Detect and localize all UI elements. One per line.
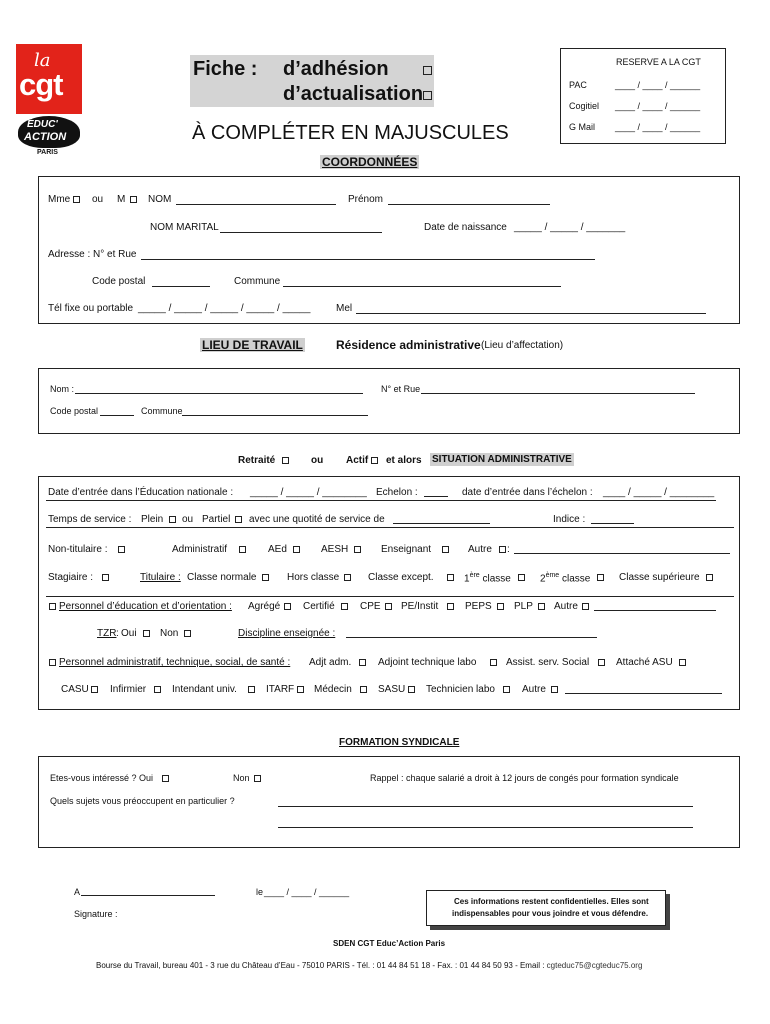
- admin-adjoint-labo: Adjoint technique labo: [378, 657, 477, 668]
- lieu-nom-label: Nom :: [50, 384, 75, 394]
- actualisation-checkbox[interactable]: [423, 91, 432, 100]
- mel-label: Mel: [336, 303, 353, 314]
- date-naissance-field[interactable]: _____ / _____ / _______: [514, 222, 626, 233]
- logo-educ-line1: ÉDUC': [27, 119, 58, 130]
- admin-adjt-adm-checkbox[interactable]: [359, 659, 366, 666]
- discipline-label: Discipline enseignée :: [238, 628, 336, 639]
- logo-cgt-text: cgt: [19, 67, 63, 102]
- admin-casu: CASU: [61, 684, 89, 695]
- non-tit-autre-label: Autre: [468, 544, 492, 555]
- classe-except-label: Classe except.: [368, 572, 434, 583]
- admin-autre-label: Autre: [522, 684, 546, 695]
- admin-itarf-checkbox[interactable]: [297, 686, 304, 693]
- hors-classe-label: Hors classe: [287, 572, 340, 583]
- non-tit-administratif-checkbox[interactable]: [239, 546, 246, 553]
- formation-oui-checkbox[interactable]: [162, 775, 169, 782]
- footer-org: SDEN CGT Educ’Action Paris: [333, 939, 446, 948]
- actif-checkbox[interactable]: [371, 457, 378, 464]
- date-echelon-label: date d’entrée dans l’échelon :: [462, 487, 593, 498]
- row1-divider: [46, 500, 716, 501]
- admin-attache-asu: Attaché ASU: [616, 657, 673, 668]
- echelon-field[interactable]: [424, 487, 448, 497]
- admin-infirmier: Infirmier: [110, 684, 147, 695]
- lieu-code-postal-field[interactable]: [100, 406, 134, 416]
- row2-divider: [46, 527, 734, 528]
- admin-sasu-checkbox[interactable]: [408, 686, 415, 693]
- reserve-row-pac-label: PAC: [569, 80, 587, 90]
- admin-adjoint-labo-checkbox[interactable]: [490, 659, 497, 666]
- classe-except-checkbox[interactable]: [447, 574, 454, 581]
- et-alors-label: et alors: [386, 455, 422, 466]
- confidential-line1: Ces informations restent confidentielles. Elles sont: [454, 897, 649, 906]
- echelon-label: Echelon :: [376, 487, 418, 498]
- stagiaire-checkbox[interactable]: [102, 574, 109, 581]
- adresse-field[interactable]: [141, 250, 595, 260]
- admin-assist-social: Assist. serv. Social: [506, 657, 590, 668]
- signature-date-field[interactable]: ____ / ____ / ______: [264, 887, 350, 897]
- non-tit-aesh: AESH: [321, 544, 349, 555]
- non-tit-aed-checkbox[interactable]: [293, 546, 300, 553]
- edu-agrege: Agrégé: [248, 601, 281, 612]
- non-titulaire-checkbox[interactable]: [118, 546, 125, 553]
- non-titulaire-label: Non-titulaire :: [48, 544, 108, 555]
- residence-label: Résidence administrative: [336, 338, 481, 352]
- tel-field[interactable]: _____ / _____ / _____ / _____ / _____: [138, 303, 311, 314]
- tzr-non-label: Non: [160, 628, 179, 639]
- admin-medecin-checkbox[interactable]: [360, 686, 367, 693]
- m-checkbox[interactable]: [130, 196, 137, 203]
- edu-pe-instit-checkbox[interactable]: [447, 603, 454, 610]
- deuxieme-number: 2: [540, 573, 546, 585]
- fiche-label: Fiche :: [193, 58, 258, 80]
- option-adhesion: d’adhésion: [283, 58, 389, 80]
- ou-label: ou: [92, 194, 104, 205]
- edu-autre-field[interactable]: [594, 601, 716, 611]
- non-tit-administratif: Administratif: [172, 544, 228, 555]
- edu-peps-checkbox[interactable]: [497, 603, 504, 610]
- formation-interesse-label: Etes-vous intéressé ? Oui: [50, 773, 154, 783]
- prenom-field[interactable]: [388, 195, 550, 205]
- logo-educ-line2: ACTION: [24, 131, 67, 143]
- admin-assist-social-checkbox[interactable]: [598, 659, 605, 666]
- footer-email-link[interactable]: cgteduc75@cgteduc75.org: [546, 961, 643, 970]
- stagiaire-label: Stagiaire :: [48, 572, 94, 583]
- adresse-label: Adresse : N° et Rue: [48, 249, 137, 260]
- admin-autre-checkbox[interactable]: [551, 686, 558, 693]
- formation-sujets-field-2[interactable]: [278, 818, 693, 828]
- coordonnees-title: COORDONNÉES: [322, 155, 418, 169]
- deuxieme-classe-label: [540, 572, 590, 584]
- admin-technicien-labo-checkbox[interactable]: [503, 686, 510, 693]
- signature-place-field[interactable]: [81, 886, 215, 896]
- nom-marital-field[interactable]: [220, 223, 382, 233]
- hors-classe-checkbox[interactable]: [344, 574, 351, 581]
- reserve-row-gmail-value: ____ / ____ / ______: [615, 122, 701, 132]
- plein-label: Plein: [141, 514, 164, 525]
- ou-retraite-actif: ou: [311, 455, 324, 466]
- logo-paris-text: PARIS: [37, 149, 58, 156]
- non-tit-autre-field[interactable]: [514, 544, 730, 554]
- lieu-rue-field[interactable]: [421, 384, 695, 394]
- tzr-oui-label: Oui: [121, 628, 137, 639]
- edu-peps: PEPS: [465, 601, 492, 612]
- quotite-label: avec une quotité de service de: [249, 514, 385, 525]
- admin-intendant-checkbox[interactable]: [248, 686, 255, 693]
- nom-marital-label: NOM MARITAL: [150, 222, 219, 233]
- admin-itarf: ITARF: [266, 684, 295, 695]
- formation-non-label: Non: [233, 773, 250, 783]
- tzr-label: TZR: [97, 628, 117, 639]
- edu-autre-label: Autre: [554, 601, 578, 612]
- edu-cpe-checkbox[interactable]: [385, 603, 392, 610]
- signature-label: Signature :: [74, 909, 118, 919]
- admin-casu-checkbox[interactable]: [91, 686, 98, 693]
- titulaire-label: Titulaire :: [140, 572, 181, 583]
- lieu-travail-title: LIEU DE TRAVAIL: [202, 338, 303, 352]
- mme-checkbox[interactable]: [73, 196, 80, 203]
- formation-title: FORMATION SYNDICALE: [339, 737, 460, 748]
- retraite-checkbox[interactable]: [282, 457, 289, 464]
- cgt-logo: [16, 44, 82, 158]
- non-tit-aesh-checkbox[interactable]: [354, 546, 361, 553]
- edu-autre-checkbox[interactable]: [582, 603, 589, 610]
- mme-label: Mme: [48, 194, 71, 205]
- nom-field[interactable]: [176, 195, 336, 205]
- formation-rappel: Rappel : chaque salarié a droit à 12 jours de congés pour formation syndicale: [370, 773, 679, 783]
- lieu-commune-field[interactable]: [182, 406, 368, 416]
- date-naissance-label: Date de naissance: [424, 222, 507, 233]
- date-echelon-field[interactable]: ____ / _____ / ________: [603, 487, 715, 498]
- personnel-admin-label: Personnel administratif, technique, social, de santé :: [59, 657, 291, 668]
- edu-pe-instit: PE/Instit: [401, 601, 439, 612]
- quotite-field[interactable]: [393, 514, 490, 524]
- edu-agrege-checkbox[interactable]: [284, 603, 291, 610]
- situation-title: SITUATION ADMINISTRATIVE: [432, 454, 572, 465]
- lieu-commune-label: Commune: [141, 406, 183, 416]
- lieu-nom-field[interactable]: [75, 384, 363, 394]
- temps-service-label: Temps de service :: [48, 514, 132, 525]
- edu-certifie-checkbox[interactable]: [341, 603, 348, 610]
- classe-sup-label: Classe supérieure: [619, 572, 700, 583]
- partiel-checkbox[interactable]: [235, 516, 242, 523]
- reserve-row-cogitiel-value: ____ / ____ / ______: [615, 101, 701, 111]
- commune-label: Commune: [234, 276, 281, 287]
- tel-label: Tél fixe ou portable: [48, 303, 134, 314]
- premiere-classe-text: classe: [482, 573, 511, 585]
- non-tit-aed: AEd: [268, 544, 287, 555]
- actif-label: Actif: [346, 455, 369, 466]
- option-actualisation: d’actualisation: [283, 83, 424, 105]
- formation-sujets-field-1[interactable]: [278, 797, 693, 807]
- admin-infirmier-checkbox[interactable]: [154, 686, 161, 693]
- residence-note: (Lieu d’affectation): [481, 340, 564, 351]
- admin-technicien-labo: Technicien labo: [426, 684, 495, 695]
- reserve-row-cogitiel-label: Cogitiel: [569, 101, 600, 111]
- classe-sup-checkbox[interactable]: [706, 574, 713, 581]
- deuxieme-classe-checkbox[interactable]: [597, 574, 604, 581]
- lieu-travail-box: [38, 368, 740, 434]
- premiere-number: 1: [464, 573, 470, 585]
- footer-address: [96, 961, 642, 970]
- admin-intendant: Intendant univ.: [172, 684, 237, 695]
- confidential-line2: indispensables pour vous joindre et vous défendre.: [452, 909, 649, 918]
- date-entree-label: Date d’entrée dans l’Éducation nationale :: [48, 487, 234, 498]
- non-tit-autre-checkbox[interactable]: [499, 546, 506, 553]
- non-tit-enseignant: Enseignant: [381, 544, 432, 555]
- premiere-sup: ère: [469, 572, 480, 579]
- m-label: M: [117, 194, 126, 205]
- deuxieme-classe-text: classe: [561, 573, 591, 585]
- situation-box: [38, 476, 740, 710]
- personnel-edu-checkbox[interactable]: [49, 603, 56, 610]
- lieu-rue-label: N° et Rue: [381, 384, 421, 394]
- admin-autre-field[interactable]: [565, 684, 722, 694]
- commune-field[interactable]: [283, 277, 561, 287]
- indice-field[interactable]: [591, 514, 634, 524]
- personnel-edu-label: Personnel d’éducation et d’orientation :: [59, 601, 232, 612]
- premiere-classe-checkbox[interactable]: [518, 574, 525, 581]
- confidential-box: [426, 890, 666, 926]
- code-postal-field[interactable]: [152, 277, 210, 287]
- formation-non-checkbox[interactable]: [254, 775, 261, 782]
- reserve-row-pac-value: ____ / ____ / ______: [615, 80, 701, 90]
- nom-label: NOM: [148, 194, 172, 205]
- signature-le-label: le: [256, 887, 264, 897]
- mel-field[interactable]: [356, 304, 706, 314]
- classe-normale-checkbox[interactable]: [262, 574, 269, 581]
- non-tit-enseignant-checkbox[interactable]: [442, 546, 449, 553]
- edu-plp-checkbox[interactable]: [538, 603, 545, 610]
- retraite-label: Retraité: [238, 455, 276, 466]
- footer-address-text: Bourse du Travail, bureau 401 - 3 rue du Château d’Eau - 75010 PARIS - Tél. : 01 44 84 51 18 - Fax. : 01 44 84 50 93 - Email :: [96, 961, 545, 970]
- tzr-non-checkbox[interactable]: [184, 630, 191, 637]
- premiere-classe-label: [464, 572, 511, 584]
- tzr-colon: :: [116, 628, 119, 639]
- instruction-heading: À COMPLÉTER EN MAJUSCULES: [192, 122, 509, 144]
- personnel-admin-checkbox[interactable]: [49, 659, 56, 666]
- admin-medecin: Médecin: [314, 684, 352, 695]
- plein-checkbox[interactable]: [169, 516, 176, 523]
- row4-divider: [46, 596, 734, 597]
- reserve-box: [560, 48, 726, 144]
- partiel-label: Partiel: [202, 514, 231, 525]
- edu-certifie: Certifié: [303, 601, 335, 612]
- indice-label: Indice :: [553, 514, 586, 525]
- adhesion-checkbox[interactable]: [423, 66, 432, 75]
- code-postal-label: Code postal: [92, 276, 146, 287]
- deuxieme-sup: ème: [545, 572, 560, 579]
- prenom-label: Prénom: [348, 194, 384, 205]
- signature-a-label: A: [74, 887, 81, 897]
- tzr-oui-checkbox[interactable]: [143, 630, 150, 637]
- admin-sasu: SASU: [378, 684, 406, 695]
- reserve-row-gmail-label: G Mail: [569, 122, 596, 132]
- formation-sujets-label: Quels sujets vous préoccupent en particulier ?: [50, 796, 235, 806]
- logo-la-text: la: [34, 50, 51, 71]
- ou-temps-label: ou: [182, 514, 194, 525]
- discipline-field[interactable]: [346, 628, 597, 638]
- admin-adjt-adm: Adjt adm.: [309, 657, 352, 668]
- edu-cpe: CPE: [360, 601, 381, 612]
- non-tit-autre-colon: :: [507, 544, 510, 555]
- edu-plp: PLP: [514, 601, 533, 612]
- lieu-code-postal-label: Code postal: [50, 406, 99, 416]
- admin-attache-asu-checkbox[interactable]: [679, 659, 686, 666]
- classe-normale-label: Classe normale: [187, 572, 257, 583]
- reserve-title: RESERVE A LA CGT: [616, 57, 701, 67]
- date-entree-field[interactable]: _____ / _____ / ________: [250, 487, 367, 498]
